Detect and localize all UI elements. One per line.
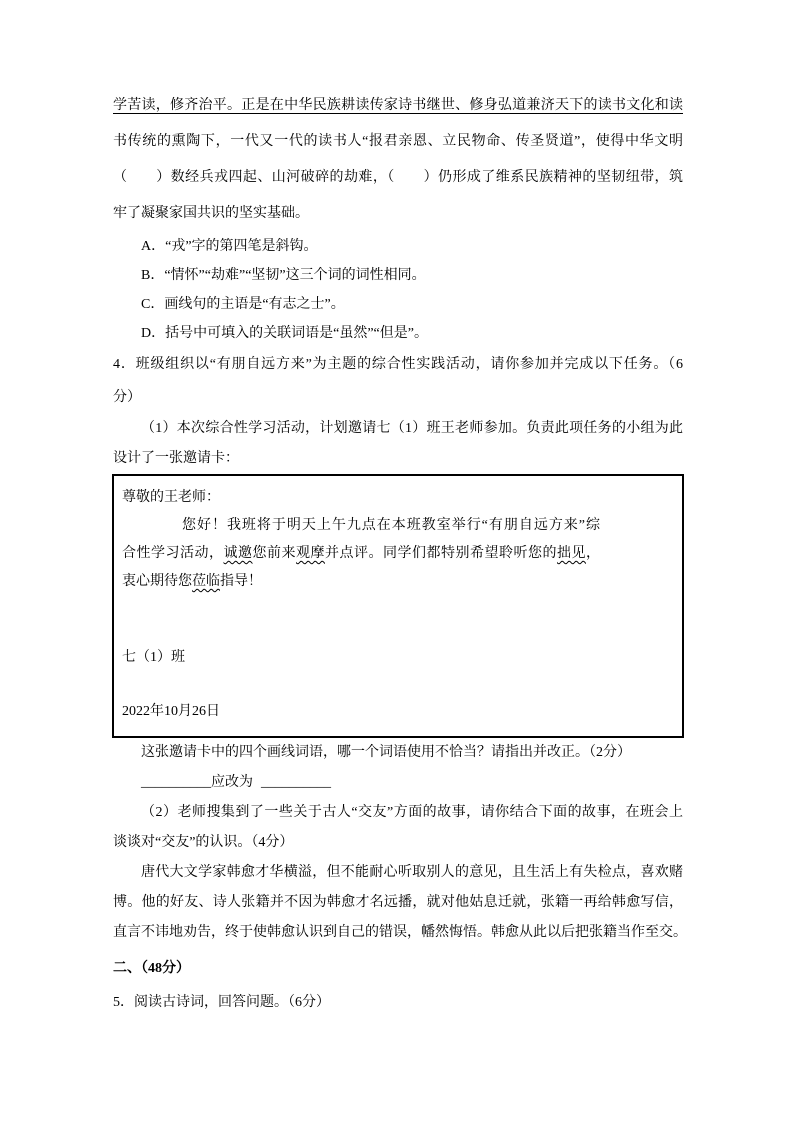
intro-line-2: 书传统的熏陶下，一代又一代的读书人“报君亲恩、立民物命、传圣贤道”，使得中华文明: [113, 134, 683, 149]
underlined-word-chengyao: 诚邀: [223, 546, 253, 561]
story-line-1: 唐代大文学家韩愈才华横溢，但不能耐心听取别人的意见，且生活上有失检点，喜欢赌: [141, 865, 683, 880]
card-text: 您前来: [252, 546, 296, 561]
card-body-line-3: [122, 568, 600, 596]
card-text: ，: [586, 546, 600, 561]
card-text: 合性学习活动，: [122, 546, 224, 561]
card-body-line-1: 您好！我班将于明天上午九点在本班教室举行“有朋自远方来”综: [182, 518, 600, 533]
intro-line-1: [113, 88, 683, 124]
question-4-follow-up: [113, 738, 687, 948]
task-1-line-1: （1）本次综合性学习活动，计划邀请七（1）班王老师参加。负责此项任务的小组为此: [141, 421, 683, 436]
task-2-line-1: （2）老师搜集到了一些关于古人“交友”方面的故事，请你结合下面的故事，在班会上: [141, 805, 683, 820]
card-question: 这张邀请卡中的四个画线词语，哪一个词语使用不恰当？请指出并改正。（2分）: [141, 745, 631, 760]
story-line-3: 直言不讳地劝告，终于使韩愈认识到自己的错误，幡然悔悟。韩愈从此以后把张籍当作至交。: [113, 925, 687, 940]
answer-blank-line: [113, 768, 683, 798]
intro-paragraph: [113, 88, 683, 232]
invitation-card: [112, 474, 684, 738]
underlined-word-lilin: 莅临: [192, 574, 220, 589]
card-date: 2022年10月26日: [122, 704, 220, 719]
card-body-line-2: [122, 540, 600, 568]
option-a: A．“戎”字的第四笔是斜钩。: [141, 239, 318, 254]
intro-line-3: （ ）数经兵戎四起、山河破碎的劫难，（ ）仍形成了维系民族精神的坚韧纽带，筑: [113, 170, 683, 185]
underlined-word-zhuojian: 拙见: [557, 546, 586, 561]
question-5: 5．阅读古诗词，回答问题。（6分）: [113, 995, 330, 1010]
section-2-heading: 二、（48分）: [113, 961, 190, 976]
choice-options: [113, 232, 683, 348]
option-b: B．“情怀”“劫难”“坚韧”这三个词的词性相同。: [141, 268, 426, 283]
question-4-line-2: 分）: [113, 390, 141, 405]
blank-label: 应改为: [211, 775, 253, 790]
card-greeting: 尊敬的王老师：: [122, 490, 220, 505]
answer-blank-2: __________: [261, 775, 331, 790]
task-2-line-2: 谈谈对“交友”的认识。（4分）: [113, 835, 294, 850]
question-4-stem: [113, 348, 683, 414]
card-text: 并点评。同学们都特别希望聆听您的: [325, 546, 557, 561]
underlined-sentence: 学苦读，修齐治平。正是在中华民族耕读传家诗书继世、修身弘道兼济天下的读书文化和读: [113, 98, 683, 113]
card-signature: 七（1）班: [122, 650, 185, 665]
intro-line-4: 牢了凝聚家国共识的坚实基础。: [113, 206, 309, 221]
card-text: 衷心期待您: [122, 574, 192, 589]
task-1-line-2: 设计了一张邀请卡：: [113, 451, 239, 466]
question-4-task-1: [113, 414, 683, 474]
card-body: [122, 512, 600, 596]
underlined-word-guanmo: 观摩: [296, 546, 325, 561]
question-4-line-1: 4．班级组织以“有朋自远方来”为主题的综合性实践活动，请你参加并完成以下任务。（6: [113, 357, 683, 372]
story-line-2: 博。他的好友、诗人张籍并不因为韩愈才名远播，就对他姑息迁就，张籍一再给韩愈写信，: [113, 895, 683, 910]
answer-blank-1: __________: [141, 775, 211, 790]
card-text: 指导！: [220, 574, 262, 589]
option-c: C．画线句的主语是“有志之士”。: [141, 297, 345, 312]
option-d: D．括号中可填入的关联词语是“虽然”“但是”。: [141, 326, 428, 341]
